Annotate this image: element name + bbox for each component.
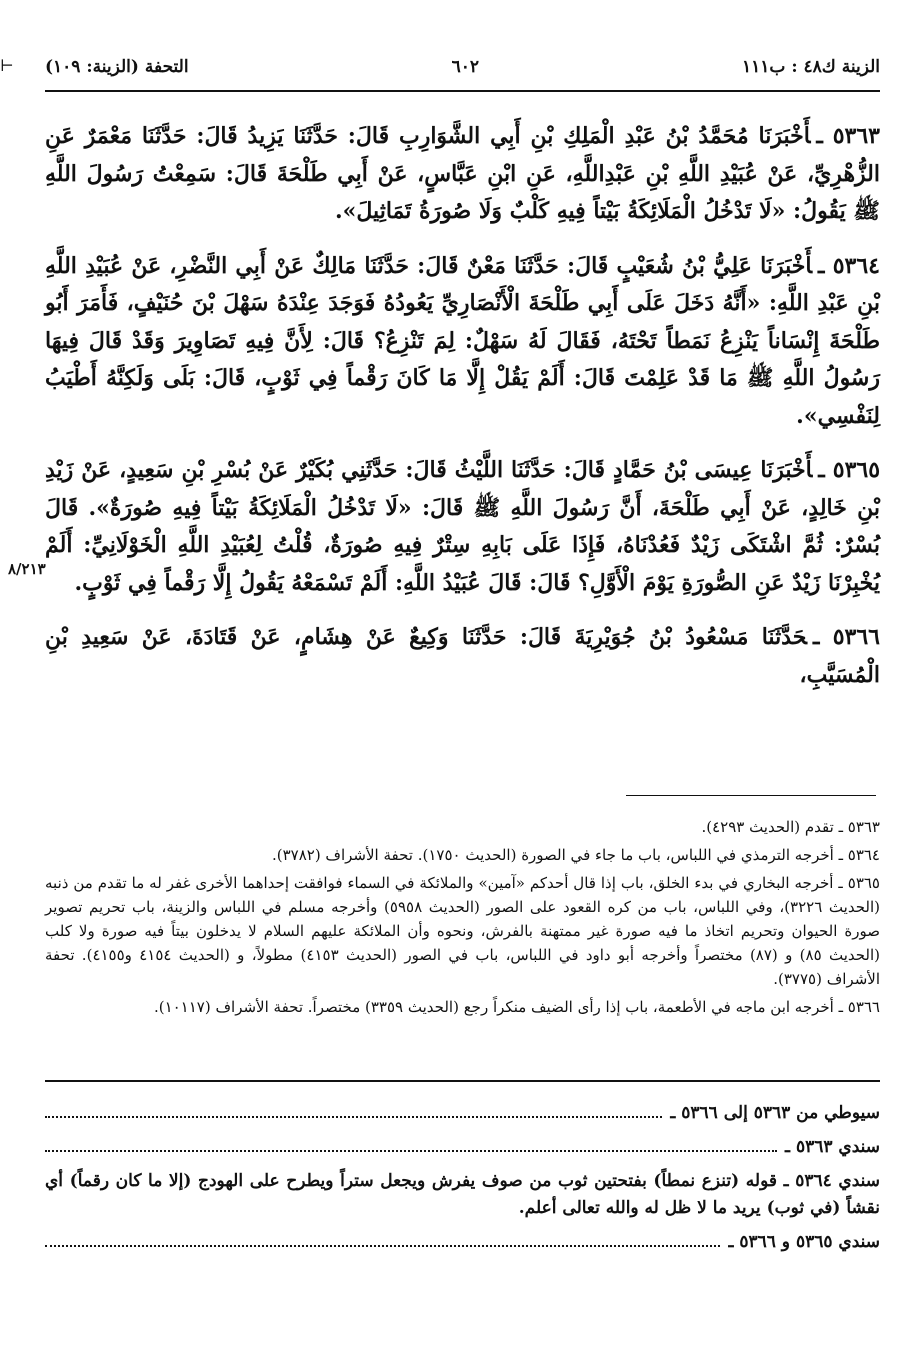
hadith-text: أَخْبَرَنَا عِيسَى بْنُ حَمَّادٍ قَالَ: حَدَّثَنَا اللَّيْثُ قَالَ: حَدَّثَنِي بُكَيْرٌ عَنْ بُسْرِ بْنِ سَعِيدٍ، عَنْ زَيْدِ بْنِ خَالِدٍ، عَنْ أَبِي طَلْحَةَ، أَنَّ رَسُولَ اللَّهِ ﷺ قَالَ: «لَا تَدْخُلُ الْمَلَائِكَةُ بَيْتاً فِيهِ صُورَةٌ». قَالَ بُسْرٌ: ثُمَّ اشْتَكَى زَيْدٌ فَعُدْنَاهُ، فَإِذَا عَلَى بَابِهِ سِتْرٌ فِيهِ صُورَةٌ، قُلْتُ لِعُبَيْدِ اللَّهِ الْخَوْلَانِيِّ: أَلَمْ يُخْبِرْنَا زَيْدٌ عَنِ الصُّورَةِ يَوْمَ الْأَوَّلِ؟ قَالَ: قَالَ عُبَيْدُ اللَّهِ: أَلَمْ تَسْمَعْهُ يَقُولُ إِلَّا رَقْماً فِي ثَوْبٍ.	[45, 457, 880, 596]
footnote-5365: ٥٣٦٥ ـ أخرجه البخاري في بدء الخلق، باب إذا قال أحدكم «آمين» والملائكة في السماء فوافقت إحداهما الأخرى غفر له ما تقدم من ذنبه (الحديث ٣٢٢٦)، وفي اللباس، باب من كره القعود على الصور (الحديث ٥٩٥٨) وأخرجه مسلم في اللباس والزينة، باب تحريم تصوير صورة الحيوان وتحريم اتخاذ ما فيه صورة غير ممتهنة بالفرش، ونحوه وأن الملائكة عليهم السلام لا يدخلون بيتاً فيه صورة ولا كلب (الحديث ٨٥) و (٨٧) مختصراً وأخرجه أبو داود في اللباس، باب في الصور (الحديث ٤١٥٣) مطولاً، و (الحديث ٤١٥٤ و٤١٥٥). تحفة الأشراف (٣٧٧٥).	[45, 874, 881, 988]
page-edge-mark: ⊣	[0, 56, 14, 75]
hadith-5366	[45, 619, 880, 694]
page-number: ٦٠٢	[451, 57, 479, 77]
dotted-leader	[45, 1150, 777, 1152]
footnote-5366: ٥٣٦٦ ـ أخرجه ابن ماجه في الأطعمة، باب إذا رأى الضيف منكراً رجع (الحديث ٣٣٥٩) مختصراً. تحفة الأشراف (١٠١١٧).	[153, 998, 880, 1016]
hadith-number: ٥٣٦٦ ـ	[812, 624, 880, 650]
hadith-body	[45, 118, 880, 711]
hadith-text: حَدَّثَنَا مَسْعُودُ بْنُ جُوَيْرِيَةَ قَالَ: حَدَّثَنَا وَكِيعٌ عَنْ هِشَامٍ، عَنْ قَتَادَةَ، عَنْ سَعِيدِ بْنِ الْمُسَيَّبِ،	[45, 624, 880, 688]
commentary-sindi-5365-5366	[45, 1229, 880, 1256]
commentary-suyuti	[45, 1100, 880, 1127]
hadith-number: ٥٣٦٣ ـ	[816, 123, 880, 149]
hadith-5363	[45, 118, 880, 231]
hadith-text: أَخْبَرَنَا عَلِيُّ بْنُ شُعَيْبٍ قَالَ: حَدَّثَنَا مَعْنٌ قَالَ: حَدَّثَنَا مَالِكٌ عَنْ أَبِي النَّضْرِ، عَنْ عُبَيْدِ اللَّهِ بْنِ عَبْدِ اللَّهِ: «أَنَّهُ دَخَلَ عَلَى أَبِي طَلْحَةَ الْأَنْصَارِيِّ يَعُودُهُ فَوَجَدَ عِنْدَهُ سَهْلَ بْنَ حُنَيْفٍ، فَأَمَرَ أَبُو طَلْحَةَ إِنْسَاناً يَنْزِعُ نَمَطاً تَحْتَهُ، فَقَالَ لَهُ سَهْلٌ: لِمَ تَنْزِعُ؟ قَالَ: لِأَنَّ فِيهِ تَصَاوِيرَ وَقَدْ قَالَ فِيهَا رَسُولُ اللَّهِ ﷺ مَا قَدْ عَلِمْتَ قَالَ: أَلَمْ يَقُلْ إِلَّا مَا كَانَ رَقْماً فِي ثَوْبٍ، قَالَ: بَلَى وَلَكِنَّهُ أَطْيَبُ لِنَفْسِي».	[45, 252, 880, 429]
commentary	[45, 1100, 880, 1263]
commentary-heading: سندي ٥٣٦٥ و ٥٣٦٦ ـ	[728, 1232, 880, 1252]
margin-volume-ref: ٨/٢١٣	[8, 560, 46, 578]
commentary-sindi-5363	[45, 1134, 880, 1161]
footnote-5363: ٥٣٦٣ ـ تقدم (الحديث ٤٢٩٣).	[701, 818, 880, 836]
header-tuhfa-ref: التحفة (الزينة: ١٠٩)	[45, 57, 189, 77]
header-chapter-ref: الزينة ك٤٨ : ب١١١	[742, 57, 880, 77]
hadith-number: ٥٣٦٥ ـ	[818, 457, 881, 483]
dotted-leader	[45, 1116, 662, 1118]
footnote-divider	[626, 795, 876, 796]
commentary-divider	[45, 1080, 880, 1082]
header-divider	[45, 90, 880, 92]
dotted-leader	[45, 1245, 720, 1247]
hadith-number: ٥٣٦٤ ـ	[818, 252, 880, 279]
hadith-text: أَخْبَرَنَا مُحَمَّدُ بْنُ عَبْدِ الْمَلِكِ بْنِ أَبِي الشَّوَارِبِ قَالَ: حَدَّثَنَا يَزِيدُ قَالَ: حَدَّثَنَا مَعْمَرٌ عَنِ الزُّهْرِيِّ، عَنْ عُبَيْدِ اللَّهِ بْنِ عَبْدِاللَّهِ، عَنِ ابْنِ عَبَّاسٍ، عَنْ أَبِي طَلْحَةَ قَالَ: سَمِعْتُ رَسُولَ اللَّهِ ﷺ يَقُولُ: «لَا تَدْخُلُ الْمَلَائِكَةُ بَيْتاً فِيهِ كَلْبٌ وَلَا صُورَةُ تَمَاثِيلَ».	[45, 123, 880, 224]
hadith-5365	[45, 452, 880, 602]
hadith-5364	[45, 248, 880, 436]
footnote-5364: ٥٣٦٤ ـ أخرجه الترمذي في اللباس، باب ما جاء في الصورة (الحديث ١٧٥٠). تحفة الأشراف (٣٧٨٢).	[271, 846, 880, 864]
commentary-sindi-5364: سندي ٥٣٦٤ ـ قوله (تنزع نمطاً) بفتحتين ثوب من صوف يفرش ويجعل ستراً ويطرح على الهودج (إلا ما كان رقماً) أي نقشاً (في ثوب) يريد ما لا ظل له والله تعالى أعلم.	[45, 1171, 880, 1218]
footnotes	[45, 815, 880, 1023]
running-header	[45, 50, 880, 84]
commentary-heading: سندي ٥٣٦٣ ـ	[785, 1137, 880, 1157]
commentary-heading: سيوطي من ٥٣٦٣ إلى ٥٣٦٦ ـ	[670, 1103, 880, 1123]
